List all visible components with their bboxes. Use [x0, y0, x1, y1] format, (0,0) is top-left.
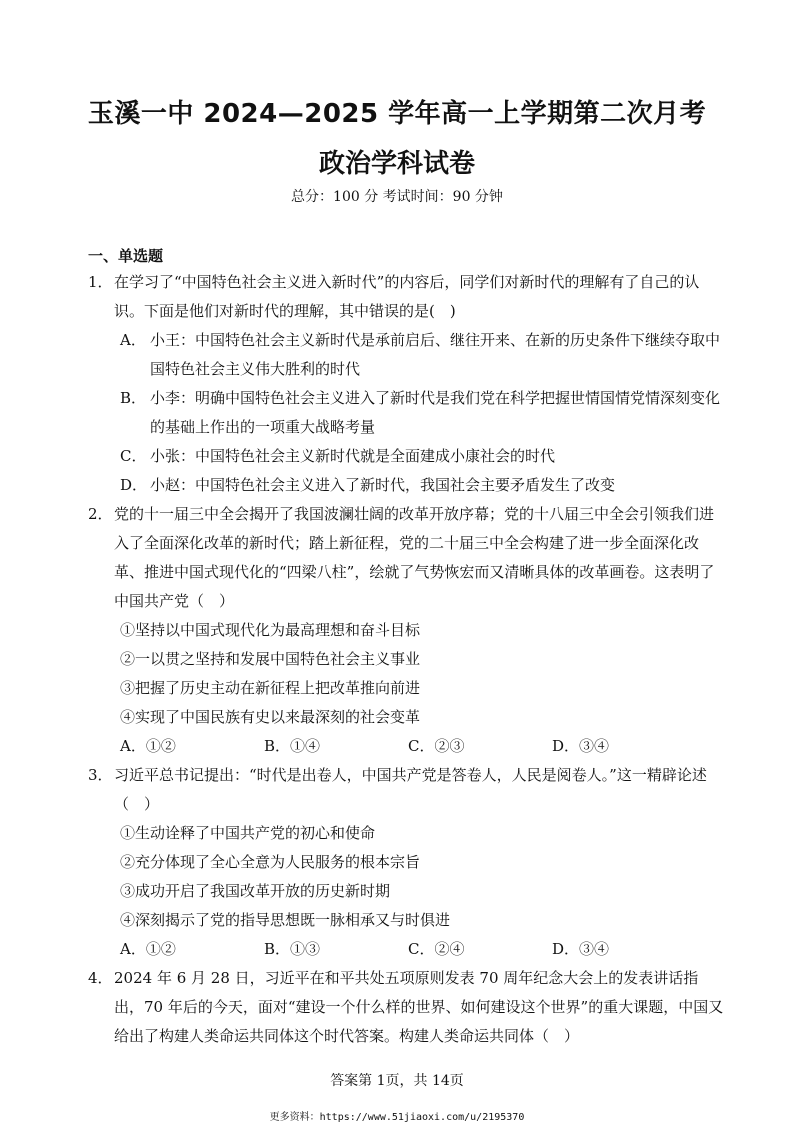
- option-a: [88, 326, 728, 384]
- section-heading: 一、单选题: [88, 247, 164, 265]
- statement-4: ④深刻揭示了党的指导思想既一脉相承又与时俱进: [120, 911, 451, 929]
- option-d: [88, 471, 728, 500]
- option-b: [88, 384, 728, 442]
- option-letter: D．: [120, 476, 148, 494]
- statement-1: ①生动诠释了中国共产党的初心和使命: [120, 824, 376, 842]
- question-stem: 2024 年 6 月 28 日，习近平在和平共处五项原则发表 70 周年纪念大会上的发表讲话指出，70 年后的今天，面对“建设一个什么样的世界、如何建设这个世界”的重大课题，中国又给出了构建人类命运共同体这个时代答案。构建人类命运共同体（ ）: [114, 969, 724, 1045]
- exam-title: 玉溪一中 2024—2025 学年高一上学期第二次月考: [87, 99, 707, 129]
- statement-3: ③把握了历史主动在新征程上把改革推向前进: [120, 679, 421, 697]
- statement-2: ②一以贯之坚持和发展中国特色社会主义事业: [120, 650, 421, 668]
- exam-meta: 总分：100 分 考试时间：90 分钟: [291, 189, 503, 205]
- question-number: 3．: [88, 766, 113, 784]
- question-number: 2．: [88, 505, 113, 523]
- statement-4: ④实现了中国民族有史以来最深刻的社会变革: [120, 708, 421, 726]
- choice-b: B．①③: [264, 940, 321, 958]
- choice-c: C．②④: [408, 940, 465, 958]
- question-4: [88, 964, 728, 1051]
- choice-c: C．②③: [408, 737, 465, 755]
- question-list: [88, 268, 728, 1051]
- option-c: [88, 442, 728, 471]
- question-number: 4．: [88, 969, 113, 987]
- statement-1: ①坚持以中国式现代化为最高理想和奋斗目标: [120, 621, 421, 639]
- question-2: [88, 500, 728, 616]
- question-3: [88, 761, 728, 819]
- choice-d: D．③④: [552, 737, 610, 755]
- option-letter: B．: [120, 389, 147, 407]
- statement-3: ③成功开启了我国改革开放的历史新时期: [120, 882, 391, 900]
- question-stem: 在学习了“中国特色社会主义进入新时代”的内容后，同学们对新时代的理解有了自己的认识。下面是他们对新时代的理解，其中错误的是( ): [114, 273, 700, 320]
- option-letter: C．: [120, 447, 147, 465]
- choice-d: D．③④: [552, 940, 610, 958]
- answer-choices: [88, 732, 728, 761]
- option-text: 小赵：中国特色社会主义进入了新时代，我国社会主要矛盾发生了改变: [150, 476, 616, 494]
- statement-2: ②充分体现了全心全意为人民服务的根本宗旨: [120, 853, 421, 871]
- question-number: 1．: [88, 273, 113, 291]
- question-1: [88, 268, 728, 326]
- option-text: 小李：明确中国特色社会主义进入了新时代是我们党在科学把握世情国情党情深刻变化的基础上作出的一项重大战略考量: [150, 389, 721, 436]
- question-stem: 党的十一届三中全会揭开了我国波澜壮阔的改革开放序幕；党的十八届三中全会引领我们进入了全面深化改革的新时代；踏上新征程，党的二十届三中全会构建了进一步全面深化改革、推进中国式现代化的“四梁八柱”，绘就了气势恢宏而又清晰具体的改革画卷。这表明了中国共产党（ ）: [114, 505, 715, 610]
- option-letter: A．: [120, 331, 146, 349]
- option-text: 小张：中国特色社会主义新时代就是全面建成小康社会的时代: [150, 447, 556, 465]
- resource-link[interactable]: 更多资料：https://www.51jiaoxi.com/u/2195370: [269, 1112, 525, 1123]
- choice-a: A．①②: [120, 737, 176, 755]
- page-footer: 答案第 1页，共 14页: [330, 1073, 464, 1089]
- question-stem: 习近平总书记提出：“时代是出卷人，中国共产党是答卷人，人民是阅卷人。”这一精辟论述（ ）: [114, 766, 707, 813]
- option-text: 小王：中国特色社会主义新时代是承前启后、继往开来、在新的历史条件下继续夺取中国特色社会主义伟大胜利的时代: [150, 331, 721, 378]
- choice-b: B．①④: [264, 737, 321, 755]
- exam-subtitle: 政治学科试卷: [318, 149, 475, 179]
- choice-a: A．①②: [120, 940, 176, 958]
- answer-choices: [88, 935, 728, 964]
